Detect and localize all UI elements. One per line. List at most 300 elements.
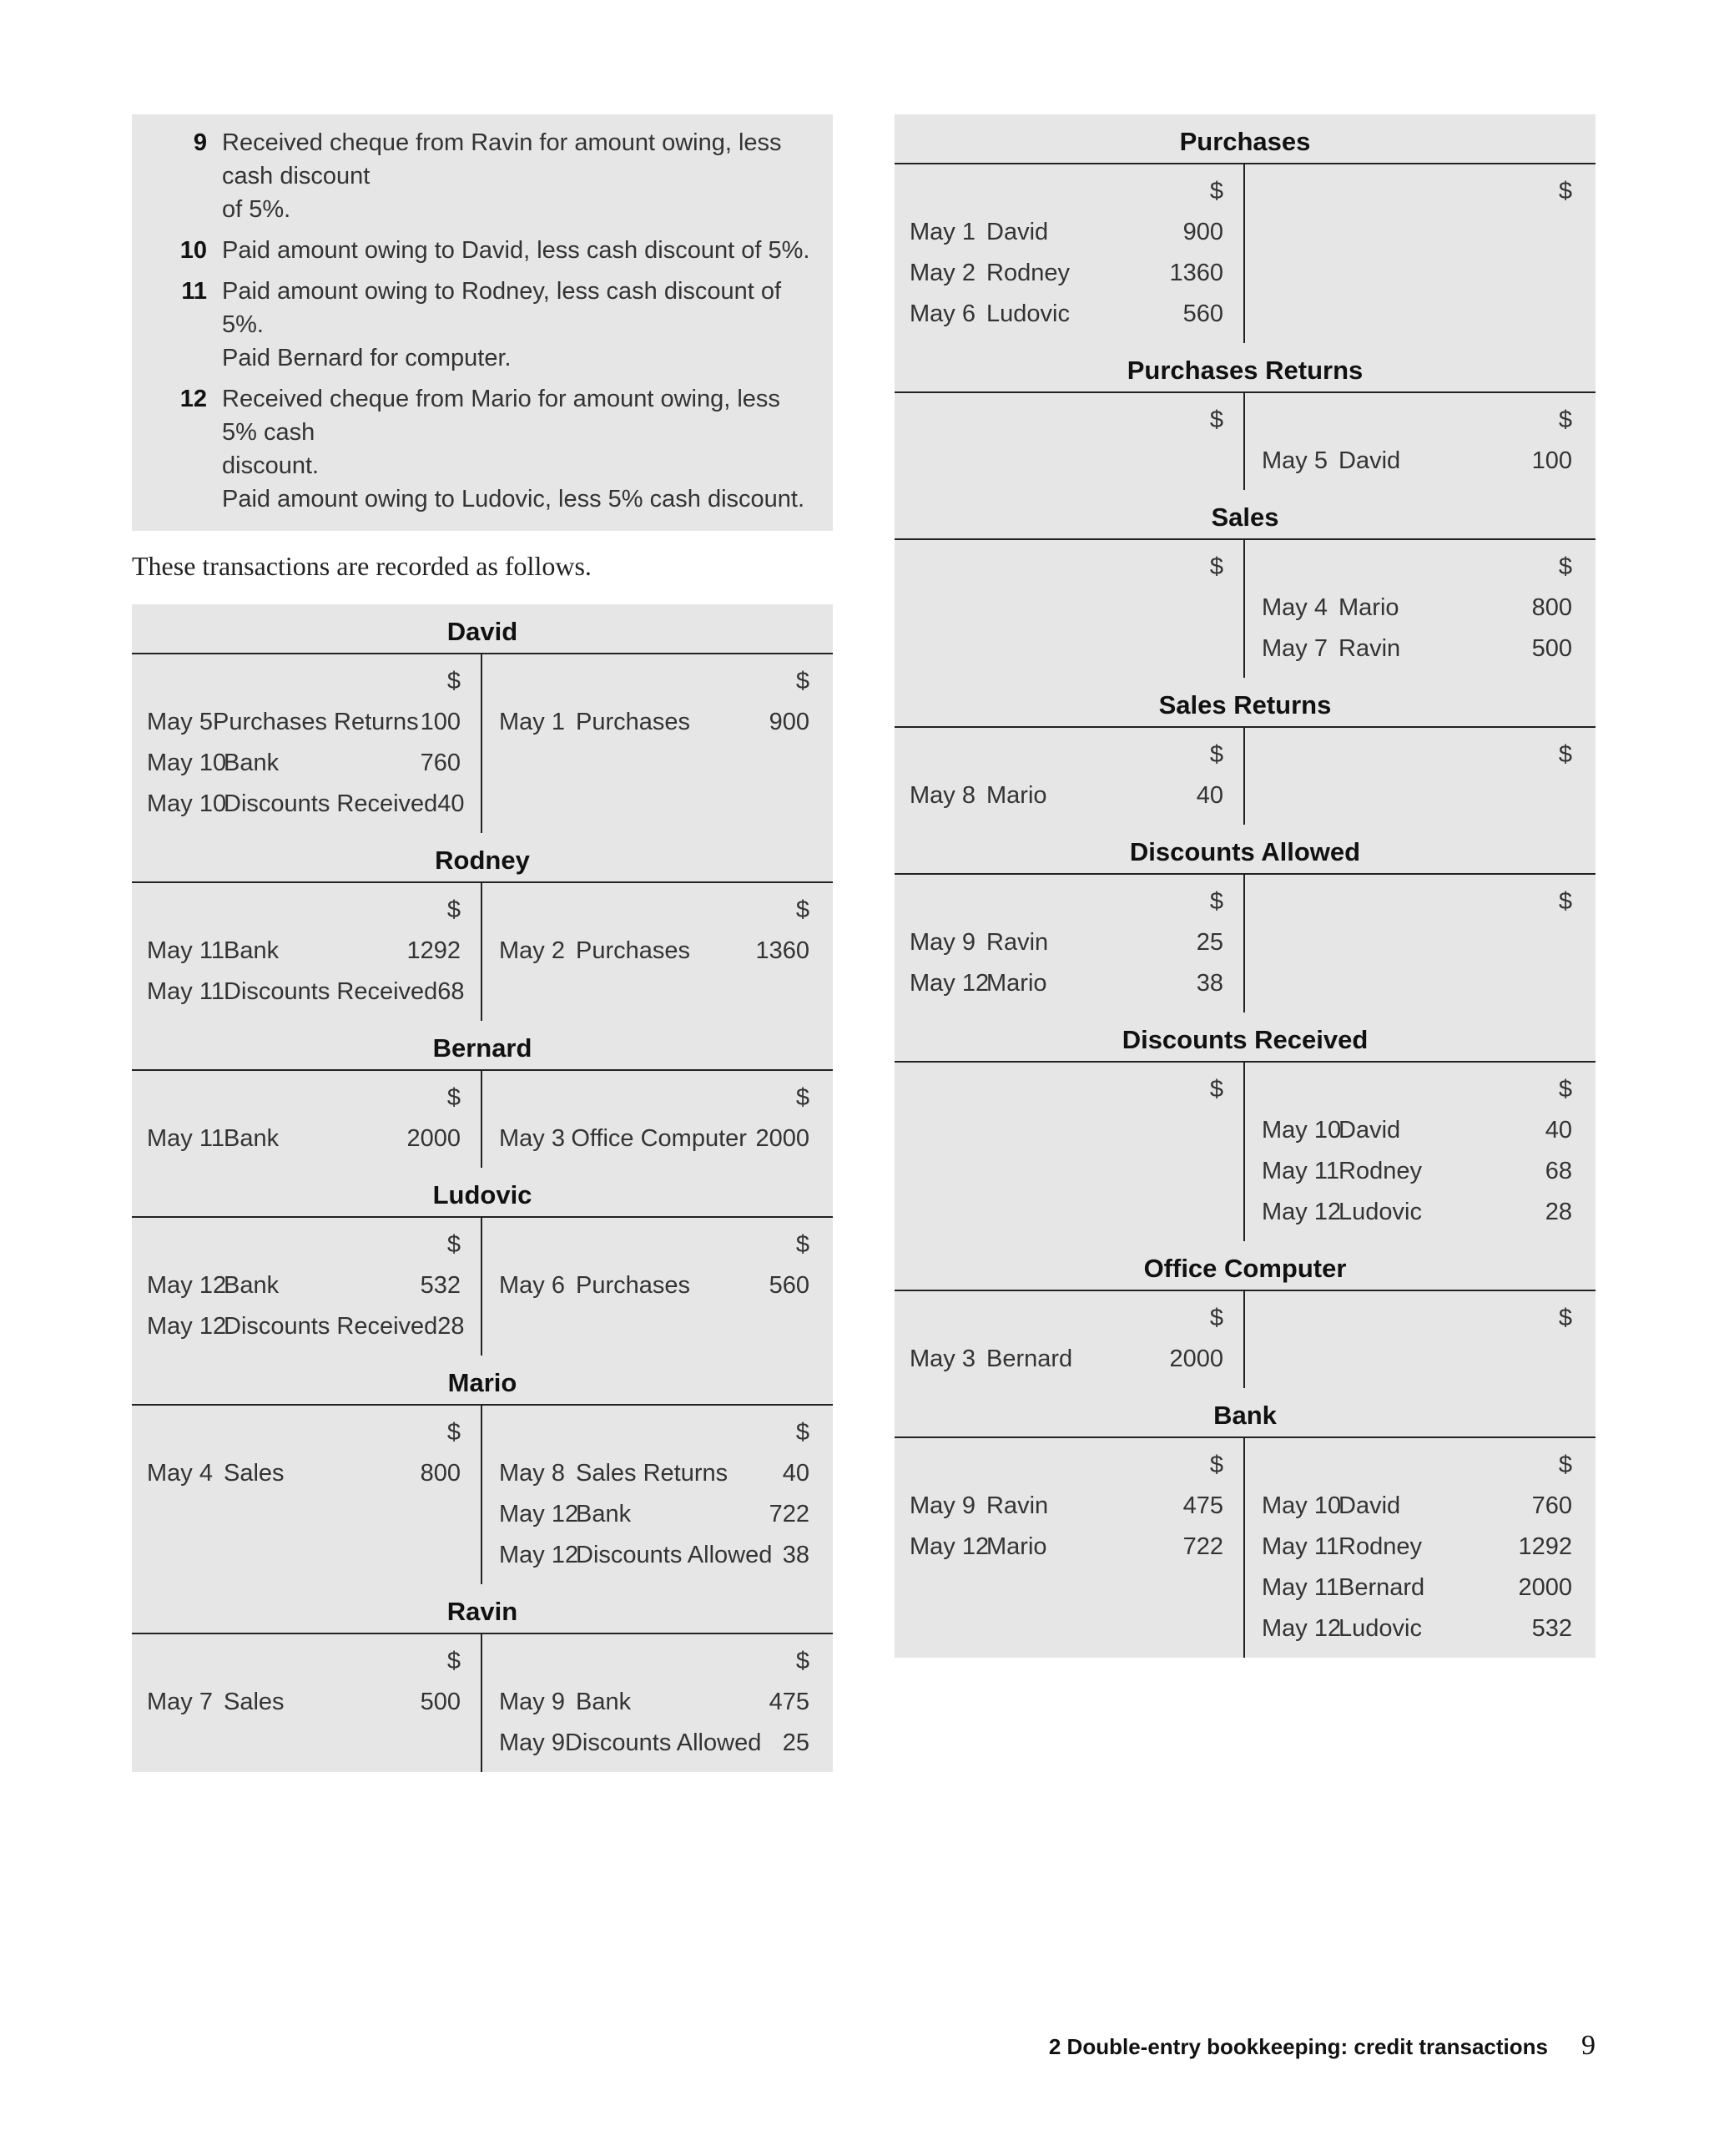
entry-date: May 11 bbox=[1262, 1574, 1339, 1601]
ledger-account bbox=[132, 1584, 833, 1772]
entry-date: May 6 bbox=[910, 300, 975, 327]
credit-side bbox=[1245, 1438, 1596, 1658]
account-title: Discounts Allowed bbox=[895, 825, 1596, 875]
entry-account: Bank bbox=[224, 937, 280, 964]
entry-account: Discounts Allowed bbox=[564, 1729, 762, 1756]
ledger-account bbox=[132, 1168, 833, 1356]
ledger-entry bbox=[147, 702, 461, 743]
currency-row bbox=[910, 735, 1223, 775]
entry-amount: 560 bbox=[769, 1272, 809, 1299]
entry-amount: 25 bbox=[782, 1729, 809, 1756]
currency-symbol: $ bbox=[446, 1231, 461, 1258]
currency-row bbox=[147, 890, 461, 931]
currency-row bbox=[910, 881, 1223, 922]
currency-row bbox=[1262, 1445, 1572, 1486]
transaction-text bbox=[222, 275, 816, 375]
entry-date: May 11 bbox=[147, 1125, 224, 1152]
entry-date: May 12 bbox=[147, 1313, 227, 1340]
currency-row bbox=[147, 661, 461, 702]
entry-account: Discounts Allowed bbox=[576, 1542, 773, 1568]
debit-side bbox=[132, 654, 482, 833]
entry-amount: 532 bbox=[1531, 1615, 1572, 1642]
entry-amount: 760 bbox=[1531, 1492, 1572, 1519]
account-body bbox=[895, 540, 1596, 678]
entry-amount: 40 bbox=[1196, 782, 1223, 809]
currency-symbol: $ bbox=[446, 1648, 461, 1674]
currency-row bbox=[499, 1078, 809, 1118]
account-title: Sales bbox=[895, 490, 1596, 540]
entry-amount: 2000 bbox=[755, 1125, 809, 1152]
entry-date: May 12 bbox=[1262, 1615, 1342, 1642]
transaction-line: Paid amount owing to Ludovic, less 5% cash discount. bbox=[222, 486, 805, 512]
currency-symbol: $ bbox=[1209, 178, 1223, 204]
ledger-entry bbox=[147, 784, 465, 825]
currency-symbol: $ bbox=[1558, 1305, 1572, 1331]
entry-account: Mario bbox=[986, 970, 1047, 997]
entry-amount: 100 bbox=[420, 709, 461, 735]
debit-side bbox=[132, 1406, 482, 1584]
entry-date: May 9 bbox=[910, 1492, 975, 1519]
currency-row bbox=[910, 400, 1223, 441]
right-column bbox=[895, 114, 1596, 1658]
entry-account: Rodney bbox=[1338, 1158, 1422, 1184]
debit-side bbox=[895, 728, 1245, 825]
entry-amount: 38 bbox=[782, 1542, 809, 1568]
transaction-item bbox=[149, 382, 816, 516]
ledger-entry bbox=[499, 1453, 809, 1494]
ledger-account bbox=[895, 825, 1596, 1012]
entry-date: May 9 bbox=[499, 1729, 565, 1756]
account-body bbox=[132, 1406, 833, 1584]
transaction-day: 10 bbox=[179, 237, 207, 264]
ledger-entry bbox=[499, 1118, 809, 1159]
debit-side bbox=[132, 1218, 482, 1356]
ledger-entry bbox=[147, 972, 465, 1012]
debit-side bbox=[895, 1063, 1245, 1241]
entry-account: Ravin bbox=[1338, 635, 1401, 662]
entry-account: Purchases Returns bbox=[212, 709, 419, 735]
currency-row bbox=[147, 1412, 461, 1453]
ledger-entry bbox=[910, 212, 1223, 253]
ledger-account bbox=[895, 1241, 1596, 1388]
entry-amount: 475 bbox=[1182, 1492, 1223, 1519]
transaction-day: 11 bbox=[181, 278, 207, 305]
ledger-entry bbox=[910, 1527, 1223, 1568]
debit-side bbox=[895, 875, 1245, 1012]
account-body bbox=[895, 728, 1596, 825]
entry-amount: 68 bbox=[437, 978, 465, 1005]
entry-amount: 800 bbox=[420, 1460, 461, 1487]
debit-side bbox=[132, 1071, 482, 1168]
debit-side bbox=[895, 393, 1245, 490]
transaction-line: Paid amount owing to Rodney, less cash discount of 5%. bbox=[222, 278, 782, 338]
entry-date: May 8 bbox=[499, 1460, 565, 1487]
account-title: Bank bbox=[895, 1388, 1596, 1438]
transaction-item bbox=[149, 275, 816, 375]
entry-amount: 38 bbox=[1196, 970, 1223, 997]
transaction-line: Received cheque from Ravin for amount owing, less cash discount bbox=[222, 129, 782, 189]
entry-date: May 4 bbox=[1262, 594, 1328, 621]
ledger-entry bbox=[910, 253, 1223, 294]
transaction-line: Paid Bernard for computer. bbox=[222, 345, 512, 371]
entry-amount: 722 bbox=[1182, 1533, 1223, 1560]
credit-side bbox=[482, 1218, 833, 1356]
entry-account: Bank bbox=[224, 1125, 280, 1152]
entry-amount: 532 bbox=[420, 1272, 461, 1299]
account-body bbox=[132, 883, 833, 1021]
left-ledger-accounts bbox=[132, 604, 833, 1772]
entry-account: Discounts Received bbox=[224, 978, 438, 1005]
currency-symbol: $ bbox=[1209, 888, 1223, 915]
entry-amount: 760 bbox=[420, 750, 461, 776]
entry-date: May 12 bbox=[147, 1272, 227, 1299]
currency-symbol: $ bbox=[1209, 741, 1223, 768]
currency-row bbox=[147, 1078, 461, 1118]
currency-symbol: $ bbox=[1209, 1452, 1223, 1478]
entry-account: Rodney bbox=[986, 260, 1070, 286]
transaction-item bbox=[149, 234, 816, 267]
account-body bbox=[895, 164, 1596, 343]
currency-symbol: $ bbox=[1558, 553, 1572, 580]
entry-amount: 100 bbox=[1531, 447, 1572, 474]
entry-amount: 40 bbox=[782, 1460, 809, 1487]
currency-row bbox=[499, 1412, 809, 1453]
currency-symbol: $ bbox=[795, 1648, 809, 1674]
currency-row bbox=[147, 1641, 461, 1682]
entry-account: Bank bbox=[224, 1272, 280, 1299]
ledger-entry bbox=[1262, 1151, 1572, 1192]
entry-date: May 2 bbox=[910, 260, 975, 286]
entry-account: Purchases bbox=[576, 937, 691, 964]
currency-symbol: $ bbox=[1558, 1452, 1572, 1478]
debit-side bbox=[132, 883, 482, 1021]
entry-account: Rodney bbox=[1338, 1533, 1422, 1560]
ledger-entry bbox=[499, 1494, 809, 1535]
transaction-line: Received cheque from Mario for amount owing, less 5% cash bbox=[222, 386, 780, 446]
ledger-entry bbox=[1262, 1608, 1572, 1649]
credit-side bbox=[482, 654, 833, 833]
ledger-entry bbox=[147, 931, 461, 972]
currency-row bbox=[499, 661, 809, 702]
entry-account: Bank bbox=[224, 750, 280, 776]
credit-side bbox=[1245, 540, 1596, 678]
entry-date: May 4 bbox=[147, 1460, 213, 1487]
ledger-entry bbox=[147, 1682, 461, 1723]
ledger-entry bbox=[1262, 629, 1572, 669]
intro-text: These transactions are recorded as follows. bbox=[132, 551, 592, 581]
currency-symbol: $ bbox=[795, 668, 809, 694]
account-title: Bernard bbox=[132, 1021, 833, 1071]
entry-amount: 28 bbox=[1545, 1199, 1572, 1225]
currency-symbol: $ bbox=[1558, 741, 1572, 768]
ledger-entry bbox=[147, 1265, 461, 1306]
account-body bbox=[895, 393, 1596, 490]
transaction-text bbox=[222, 382, 816, 516]
entry-account: Purchases bbox=[576, 709, 691, 735]
transactions-box bbox=[132, 114, 833, 531]
entry-account: Bernard bbox=[986, 1346, 1073, 1372]
currency-row bbox=[1262, 547, 1572, 588]
entry-amount: 68 bbox=[1545, 1158, 1572, 1184]
currency-row bbox=[499, 1641, 809, 1682]
currency-row bbox=[147, 1224, 461, 1265]
entry-account: Sales Returns bbox=[576, 1460, 728, 1487]
debit-side bbox=[895, 540, 1245, 678]
entry-date: May 2 bbox=[499, 937, 565, 964]
ledger-entry bbox=[499, 1723, 809, 1764]
entry-amount: 1360 bbox=[1169, 260, 1223, 286]
entry-amount: 1292 bbox=[406, 937, 461, 964]
entry-account: Bank bbox=[576, 1689, 632, 1715]
account-body bbox=[132, 1634, 833, 1772]
entry-date: May 10 bbox=[147, 750, 227, 776]
right-ledger-accounts bbox=[895, 114, 1596, 1658]
currency-symbol: $ bbox=[446, 1419, 461, 1446]
account-title: David bbox=[132, 604, 833, 654]
currency-row bbox=[1262, 881, 1572, 922]
ledger-entry bbox=[910, 1339, 1223, 1380]
entry-account: Mario bbox=[986, 782, 1047, 809]
entry-account: Ludovic bbox=[1338, 1615, 1422, 1642]
entry-account: David bbox=[1338, 1117, 1401, 1144]
entry-date: May 5 bbox=[1262, 447, 1328, 474]
transaction-item bbox=[149, 126, 816, 226]
debit-side bbox=[895, 1438, 1245, 1658]
currency-row bbox=[910, 1298, 1223, 1339]
currency-symbol: $ bbox=[1558, 1076, 1572, 1103]
ledger-account bbox=[132, 1356, 833, 1584]
entry-date: May 12 bbox=[910, 1533, 990, 1560]
entry-account: Discounts Received bbox=[224, 790, 438, 817]
entry-date: May 7 bbox=[147, 1689, 213, 1715]
entry-account: Office Computer bbox=[571, 1125, 747, 1152]
entry-account: Bernard bbox=[1338, 1574, 1425, 1601]
currency-symbol: $ bbox=[1209, 406, 1223, 433]
entry-amount: 2000 bbox=[1518, 1574, 1572, 1601]
ledger-entry bbox=[147, 1306, 465, 1347]
transaction-line: Paid amount owing to David, less cash discount of 5%. bbox=[222, 237, 810, 264]
entry-amount: 800 bbox=[1531, 594, 1572, 621]
transaction-text bbox=[222, 234, 816, 267]
ledger-entry bbox=[499, 1682, 809, 1723]
entry-date: May 5 bbox=[147, 709, 213, 735]
transaction-day: 12 bbox=[179, 386, 207, 412]
ledger-entry bbox=[1262, 1568, 1572, 1608]
ledger-entry bbox=[1262, 1527, 1572, 1568]
entry-date: May 12 bbox=[499, 1501, 579, 1527]
ledger-account bbox=[132, 1021, 833, 1168]
page-footer bbox=[1049, 2030, 1596, 2062]
entry-account: Discounts Received bbox=[224, 1313, 438, 1340]
entry-account: Ludovic bbox=[986, 300, 1070, 327]
currency-row bbox=[910, 1069, 1223, 1110]
entry-amount: 1360 bbox=[755, 937, 809, 964]
ledger-entry bbox=[147, 1118, 461, 1159]
entry-date: May 11 bbox=[147, 978, 224, 1005]
currency-symbol: $ bbox=[795, 1084, 809, 1111]
entry-account: Ravin bbox=[986, 929, 1049, 956]
entry-date: May 7 bbox=[1262, 635, 1328, 662]
ledger-entry bbox=[1262, 1486, 1572, 1527]
entry-date: May 8 bbox=[910, 782, 975, 809]
entry-amount: 2000 bbox=[406, 1125, 461, 1152]
account-body bbox=[132, 1218, 833, 1356]
currency-row bbox=[1262, 1298, 1572, 1339]
ledger-account bbox=[895, 1388, 1596, 1658]
account-body bbox=[895, 1438, 1596, 1658]
entry-date: May 10 bbox=[1262, 1117, 1342, 1144]
credit-side bbox=[482, 1634, 833, 1772]
currency-symbol: $ bbox=[1209, 553, 1223, 580]
entry-amount: 28 bbox=[437, 1313, 465, 1340]
ledger-entry bbox=[910, 963, 1223, 1004]
ledger-entry bbox=[1262, 588, 1572, 629]
account-title: Sales Returns bbox=[895, 678, 1596, 728]
credit-side bbox=[1245, 875, 1596, 1012]
currency-row bbox=[1262, 171, 1572, 212]
currency-row bbox=[499, 1224, 809, 1265]
ledger-account bbox=[132, 604, 833, 833]
currency-symbol: $ bbox=[446, 896, 461, 923]
transaction-line: discount. bbox=[222, 452, 320, 479]
credit-side bbox=[482, 1071, 833, 1168]
entry-date: May 12 bbox=[910, 970, 990, 997]
currency-row bbox=[1262, 1069, 1572, 1110]
account-title: Ravin bbox=[132, 1584, 833, 1634]
chapter-title: 2 Double-entry bookkeeping: credit transactions bbox=[1048, 2034, 1548, 2059]
ledger-account bbox=[895, 343, 1596, 490]
ledger-account bbox=[132, 833, 833, 1021]
currency-row bbox=[499, 890, 809, 931]
entry-amount: 900 bbox=[769, 709, 809, 735]
entry-date: May 3 bbox=[499, 1125, 565, 1152]
entry-amount: 25 bbox=[1196, 929, 1223, 956]
account-title: Rodney bbox=[132, 833, 833, 883]
page-number: 9 bbox=[1581, 2030, 1596, 2061]
entry-date: May 1 bbox=[910, 219, 975, 245]
ledger-entry bbox=[499, 931, 809, 972]
entry-amount: 500 bbox=[420, 1689, 461, 1715]
currency-symbol: $ bbox=[446, 1084, 461, 1111]
entry-account: David bbox=[1338, 1492, 1401, 1519]
account-body bbox=[132, 1071, 833, 1168]
currency-row bbox=[910, 1445, 1223, 1486]
entry-date: May 9 bbox=[910, 929, 975, 956]
credit-side bbox=[1245, 393, 1596, 490]
credit-side bbox=[482, 883, 833, 1021]
entry-account: David bbox=[986, 219, 1049, 245]
entry-account: Mario bbox=[1338, 594, 1399, 621]
account-body bbox=[895, 875, 1596, 1012]
currency-symbol: $ bbox=[795, 1419, 809, 1446]
currency-row bbox=[910, 547, 1223, 588]
entry-amount: 2000 bbox=[1169, 1346, 1223, 1372]
entry-date: May 11 bbox=[1262, 1158, 1339, 1184]
entry-amount: 1292 bbox=[1518, 1533, 1572, 1560]
entry-account: Sales bbox=[224, 1460, 285, 1487]
debit-side bbox=[895, 1291, 1245, 1388]
account-title: Discounts Received bbox=[895, 1012, 1596, 1063]
ledger-entry bbox=[147, 743, 461, 784]
entry-amount: 560 bbox=[1182, 300, 1223, 327]
entry-amount: 500 bbox=[1531, 635, 1572, 662]
left-column bbox=[132, 114, 833, 1772]
currency-symbol: $ bbox=[795, 896, 809, 923]
entry-date: May 10 bbox=[1262, 1492, 1342, 1519]
credit-side bbox=[1245, 1063, 1596, 1241]
entry-date: May 10 bbox=[147, 790, 227, 817]
credit-side bbox=[1245, 1291, 1596, 1388]
entry-amount: 722 bbox=[769, 1501, 809, 1527]
account-title: Mario bbox=[132, 1356, 833, 1406]
transaction-line: of 5%. bbox=[222, 196, 291, 223]
entry-account: David bbox=[1338, 447, 1401, 474]
entry-date: May 11 bbox=[147, 937, 224, 964]
transaction-day: 9 bbox=[193, 129, 207, 156]
entry-account: Ludovic bbox=[1338, 1199, 1422, 1225]
ledger-entry bbox=[499, 1535, 809, 1576]
account-title: Purchases Returns bbox=[895, 343, 1596, 393]
ledger-account bbox=[895, 678, 1596, 825]
entry-date: May 11 bbox=[1262, 1533, 1339, 1560]
ledger-account bbox=[895, 1012, 1596, 1241]
entry-account: Ravin bbox=[986, 1492, 1049, 1519]
account-body bbox=[895, 1063, 1596, 1241]
entry-account: Purchases bbox=[576, 1272, 691, 1299]
ledger-entry bbox=[499, 1265, 809, 1306]
entry-date: May 12 bbox=[1262, 1199, 1342, 1225]
debit-side bbox=[895, 164, 1245, 343]
currency-row bbox=[1262, 400, 1572, 441]
currency-symbol: $ bbox=[446, 668, 461, 694]
account-body bbox=[132, 654, 833, 833]
debit-side bbox=[132, 1634, 482, 1772]
credit-side bbox=[1245, 728, 1596, 825]
currency-row bbox=[910, 171, 1223, 212]
entry-account: Mario bbox=[986, 1533, 1047, 1560]
account-title: Office Computer bbox=[895, 1241, 1596, 1291]
ledger-account bbox=[895, 490, 1596, 678]
ledger-entry bbox=[910, 1486, 1223, 1527]
transaction-text bbox=[222, 126, 816, 226]
credit-side bbox=[482, 1406, 833, 1584]
currency-symbol: $ bbox=[1558, 888, 1572, 915]
account-body bbox=[895, 1291, 1596, 1388]
account-title: Ludovic bbox=[132, 1168, 833, 1218]
entry-account: Sales bbox=[224, 1689, 285, 1715]
ledger-entry bbox=[910, 775, 1223, 816]
currency-symbol: $ bbox=[795, 1231, 809, 1258]
ledger-entry bbox=[499, 702, 809, 743]
ledger-entry bbox=[910, 294, 1223, 335]
currency-symbol: $ bbox=[1209, 1076, 1223, 1103]
entry-date: May 3 bbox=[910, 1346, 975, 1372]
entry-date: May 12 bbox=[499, 1542, 579, 1568]
entry-date: May 6 bbox=[499, 1272, 565, 1299]
entry-date: May 1 bbox=[499, 709, 565, 735]
entry-date: May 9 bbox=[499, 1689, 565, 1715]
account-title: Purchases bbox=[895, 114, 1596, 164]
ledger-entry bbox=[1262, 441, 1572, 482]
currency-symbol: $ bbox=[1558, 178, 1572, 204]
entry-amount: 40 bbox=[1545, 1117, 1572, 1144]
entry-amount: 40 bbox=[437, 790, 465, 817]
currency-symbol: $ bbox=[1558, 406, 1572, 433]
ledger-entry bbox=[1262, 1192, 1572, 1233]
entry-amount: 900 bbox=[1182, 219, 1223, 245]
entry-amount: 475 bbox=[769, 1689, 809, 1715]
currency-row bbox=[1262, 735, 1572, 775]
